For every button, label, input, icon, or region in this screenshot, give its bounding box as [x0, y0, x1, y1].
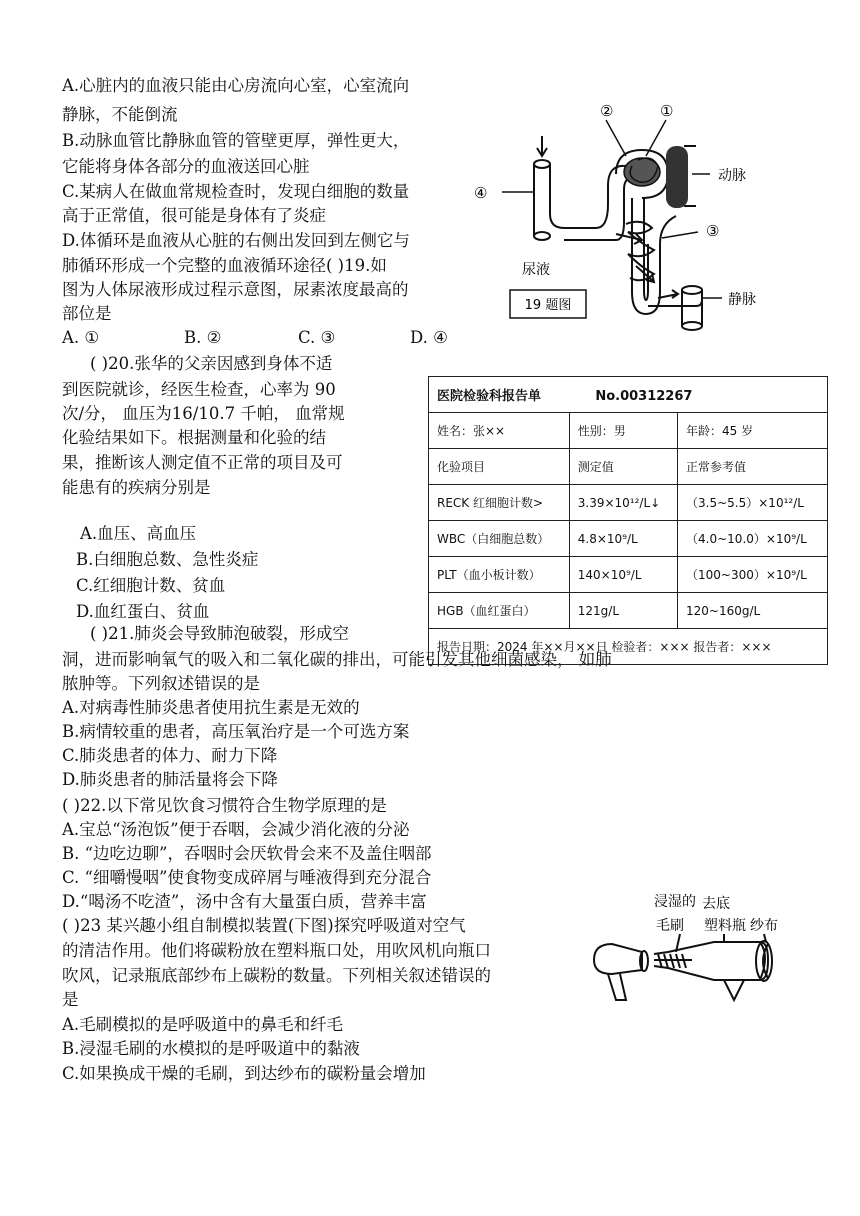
header-item: 化验项目	[429, 449, 570, 485]
report-title-row	[429, 377, 828, 413]
q19-option-a: A. ①	[62, 328, 100, 347]
option-a-text: A.心脏内的血液只能由心房流向心室，心室流向	[62, 76, 410, 95]
label-1: ①	[660, 102, 674, 120]
q21-option-d: D.肺炎患者的肺活量将会下降	[62, 770, 278, 789]
option-a-text-cont: 静脉，不能倒流	[62, 105, 178, 124]
label-4: ④	[474, 184, 488, 202]
question-21-stem: 脓肿等。下列叙述错误的是	[62, 674, 260, 693]
q22-option-d: D.“喝汤不吃渣”，汤中含有大量蛋白质，营养丰富	[62, 892, 427, 911]
q20-option-a: A.血压、高血压	[80, 524, 197, 543]
nephron-diagram	[466, 94, 782, 340]
option-d-text: D.体循环是血液从心脏的右侧出发回到左侧它与	[62, 231, 410, 250]
question-22-stem: ( )22.以下常见饮食习惯符合生物学原理的是	[62, 796, 387, 815]
fig19-caption: 19 题图	[524, 298, 572, 313]
label-vein: 静脉	[728, 292, 756, 308]
q21-option-c: C.肺炎患者的体力、耐力下降	[62, 746, 278, 765]
row-rbc-value: 3.39×10¹²/L↓	[569, 485, 677, 521]
row-plt-reference: （100~300）×10⁹/L	[678, 557, 828, 593]
option-c-text: C.某病人在做血常规检查时，发现白细胞的数量	[62, 182, 410, 201]
label-bottle: 塑料瓶	[704, 918, 746, 934]
q19-option-b: B. ②	[184, 328, 222, 347]
q20-option-d: D.血红蛋白、贫血	[76, 602, 210, 621]
question-20-stem: 到医院就诊，经医生检查，心率为 90	[62, 380, 336, 399]
question-19-stem: 部位是	[62, 304, 112, 323]
q23-option-c: C.如果换成干燥的毛刷，到达纱布的碳粉量会增加	[62, 1064, 426, 1083]
row-rbc-item: RECK 红细胞计数>	[429, 485, 570, 521]
question-23-stem: 吹风，记录瓶底部纱布上碳粉的数量。下列相关叙述错误的	[62, 966, 491, 985]
patient-gender: 性别：男	[569, 413, 677, 449]
question-21-stem: 洞，进而影响氧气的吸入和二氧化碳的排出，可能引发其他细菌感染， 如肺	[62, 650, 612, 669]
q19-option-d: D. ④	[410, 328, 448, 347]
question-20-stem: ( )20.张华的父亲因感到身体不适	[90, 354, 333, 373]
label-wet: 浸湿的	[654, 894, 696, 910]
report-footer: 报告日期：2024 年××月××日 检验者：××× 报告者：×××	[429, 629, 828, 665]
row-wbc-value: 4.8×10⁹/L	[569, 521, 677, 557]
report-number: No.00312267	[595, 389, 693, 404]
question-23-stem: 的清洁作用。他们将碳粉放在塑料瓶口处，用吹风机向瓶口	[62, 941, 491, 960]
question-20-stem: 化验结果如下。根据测量和化验的结	[62, 428, 326, 447]
option-b-text: B.动脉血管比静脉血管的管壁更厚，弹性更大，	[62, 131, 410, 150]
patient-age: 年龄：45 岁	[678, 413, 828, 449]
label-artery: 动脉	[718, 168, 746, 184]
row-rbc-reference: （3.5~5.5）×10¹²/L	[678, 485, 828, 521]
row-plt-item: PLT（血小板计数）	[429, 557, 570, 593]
patient-name: 姓名：张××	[429, 413, 570, 449]
respiratory-model-diagram	[584, 890, 794, 1010]
question-20-stem: 果，推断该人测定值不正常的项目及可	[62, 453, 343, 472]
row-hgb-reference: 120~160g/L	[678, 593, 828, 629]
question-21-stem: ( )21.肺炎会导致肺泡破裂，形成空	[90, 624, 349, 643]
q20-option-b: B.白细胞总数、急性炎症	[76, 550, 259, 569]
row-hgb-value: 121g/L	[569, 593, 677, 629]
q22-option-c: C. “细嚼慢咽”使食物变成碎屑与唾液得到充分混合	[62, 868, 432, 887]
q23-option-a: A.毛刷模拟的是呼吸道中的鼻毛和纤毛	[62, 1015, 344, 1034]
q23-option-b: B.浸湿毛刷的水模拟的是呼吸道中的黏液	[62, 1039, 360, 1058]
q21-option-a: A.对病毒性肺炎患者使用抗生素是无效的	[62, 698, 360, 717]
q20-option-c: C.红细胞计数、贫血	[76, 576, 226, 595]
question-20-stem: 次/分， 血压为16/10.7 千帕， 血常规	[62, 404, 345, 423]
header-reference: 正常参考值	[678, 449, 828, 485]
question-23-stem: 是	[62, 990, 79, 1009]
row-wbc-item: WBC（白细胞总数）	[429, 521, 570, 557]
label-gauze: 纱布	[750, 918, 778, 934]
lab-report-table	[428, 376, 828, 665]
option-c-text-cont: 高于正常值，很可能是身体有了炎症	[62, 206, 326, 225]
question-19-stem: 图为人体尿液形成过程示意图，尿素浓度最高的	[62, 280, 409, 299]
question-20-stem: 能患有的疾病分别是	[62, 478, 211, 497]
question-23-stem: ( )23 某兴趣小组自制模拟装置(下图)探究呼吸道对空气	[62, 916, 466, 935]
q19-option-c: C. ③	[298, 328, 336, 347]
label-2: ②	[600, 102, 614, 120]
option-b-text-cont: 它能将身体各部分的血液送回心脏	[62, 157, 310, 176]
row-plt-value: 140×10⁹/L	[569, 557, 677, 593]
label-brush: 毛刷	[656, 918, 684, 934]
q22-option-a: A.宝总“汤泡饭”便于吞咽，会减少消化液的分泌	[62, 820, 410, 839]
row-hgb-item: HGB（血红蛋白）	[429, 593, 570, 629]
label-urine: 尿液	[522, 262, 550, 278]
question-19-stem: 肺循环形成一个完整的血液循环途径( )19.如	[62, 256, 387, 275]
q21-option-b: B.病情较重的患者，高压氧治疗是一个可选方案	[62, 722, 410, 741]
header-value: 测定值	[569, 449, 677, 485]
q22-option-b: B. “边吃边聊”，吞咽时会厌软骨会来不及盖住咽部	[62, 844, 432, 863]
row-wbc-reference: （4.0~10.0）×10⁹/L	[678, 521, 828, 557]
report-title: 医院检验科报告单	[437, 389, 542, 404]
label-3: ③	[706, 222, 720, 240]
label-bottomless: 去底	[702, 896, 730, 912]
